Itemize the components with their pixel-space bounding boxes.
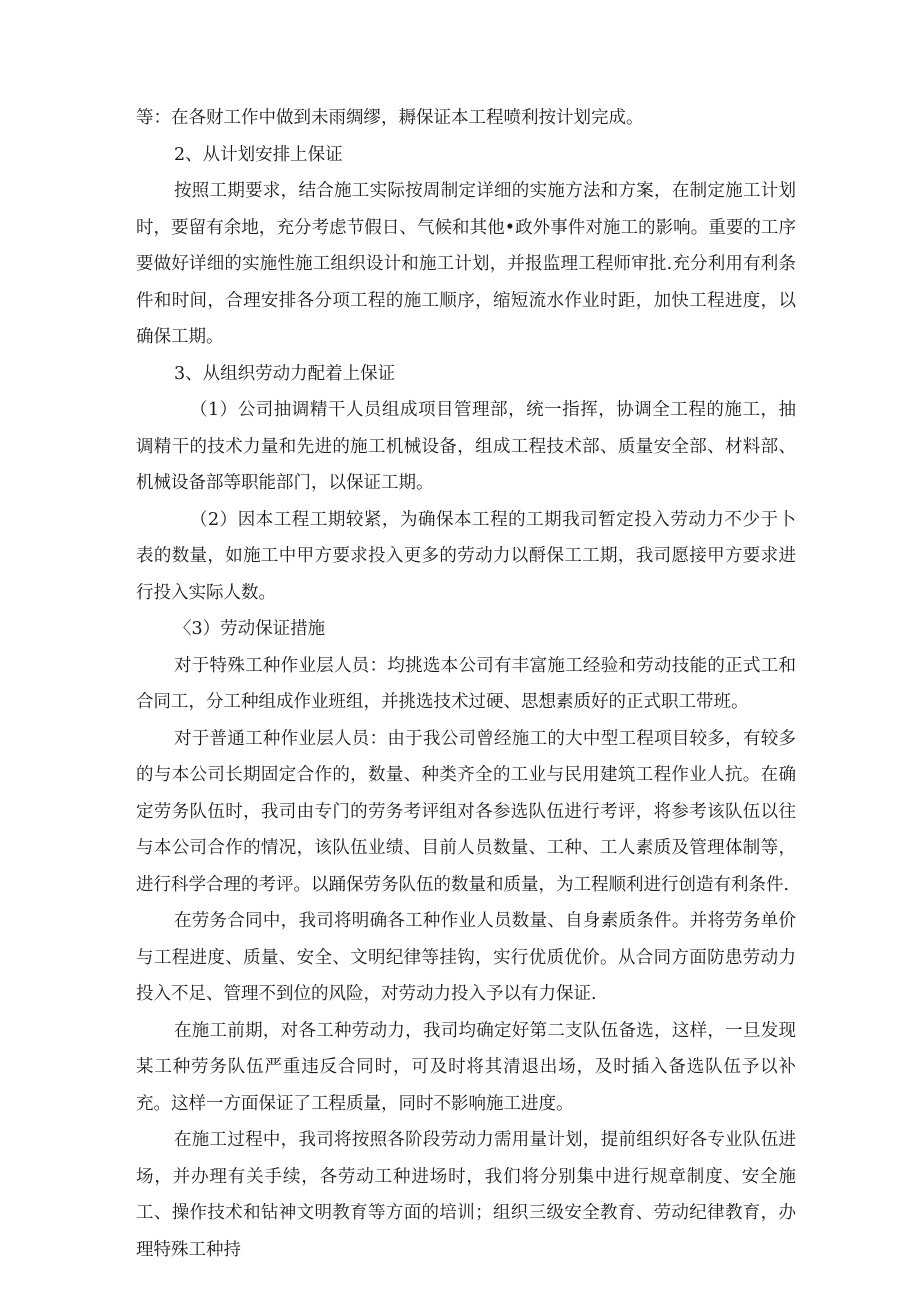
paragraph-general-trades: 对于普通工种作业层人员：由于我公司曾经施工的大中型工程项目较多，有较多的与本公司长期固定合作的，数量、种类齐全的工业与民用建筑工程作业人抗。在确定劳务队伍时，我司由专门的劳务考评组对各参选队伍进行考评，将参考该队伍以往与本公司合作的情况，该队伍业绩、目前人员数量、工种、工人素质及管理体制等，进行科学合理的考评。以踊保劳务队伍的数量和质量，为工程顺利进行创造有利条件. [136,728,796,895]
paragraph-labor-1: （1）公司抽调精干人员组成项目管理部，统一指挥，协调全工程的施工，抽调精干的技术力量和先进的施工机械设备，组成工程技术部、质量安全部、材料部、机械设备部等职能部门，以保证工期。 [136,400,796,493]
paragraph-labor-contract: 在劳务合同中，我司将明确各工种作业人员数量、自身素质条件。并将劳务单价与工程进度、质量、安全、文明纪律等挂钩，实行优质优价。从合同方面防患劳动力投入不足、管理不到位的风险，对劳动力投入予以有力保证. [136,911,796,1004]
section-heading-schedule: 2、从计划安排上保证 [174,144,343,165]
paragraph-continuation: 等：在各财工作中做到未雨绸缪，耨保证本工程喷利按计划完成。 [136,108,644,128]
subheading-labor-measures: 〈3）劳动保证措施 [174,619,326,639]
paragraph-special-trades: 对于特殊工种作业层人员：均挑选本公司有丰富施工经验和劳动技能的正式工和合同工，分工种组成作业班组，并挑选技术过硬、思想素质好的正式职工带班。 [136,655,796,712]
paragraph-labor-2: （2）因本工程工期较紧，为确保本工程的工期我司暂定投入劳动力不少于卜表的数量，如施工中甲方要求投入更多的劳动力以酹保工工期，我司愿接甲方要求进行投入实际人数。 [136,509,796,603]
paragraph-pre-construction: 在施工前期，对各工种劳动力，我司均确定好第二支队伍备选，这样，一旦发现某工种劳务队伍严重违反合同时，可及时将其清退出场，及时插入备选队伍予以补充。这样一方面保证了工程质量，同时不影响施工进度。 [136,1020,796,1114]
paragraph-schedule: 按照工期要求，结合施工实际按周制定详细的实施方法和方案，在制定施工计划时，要留有余地，充分考虑节假日、气候和其他•政外事件对施工的影响。重要的工序要做好详细的实施性施工组织设计和施工计划，并报监理工程师审批.充分利用有利条件和时间，合理安排各分项工程的施工顺序，缩短流水作业时距，加快工程进度，以确保工期。 [136,181,796,347]
paragraph-construction-process: 在施工过程中，我司将按照各阶段劳动力需用量计划，提前组织好各专业队伍进场，并办理有关手续，各劳动工种进场时，我们将分别集中进行规章制度、安全施工、操作技术和钻神文明教育等方面的培训；组织三级安全教育、劳动纪律教育，办理特殊工种持 [136,1130,796,1260]
section-heading-labor: 3、从组织劳动力配着上保证 [174,363,396,384]
document-body [136,100,796,1268]
